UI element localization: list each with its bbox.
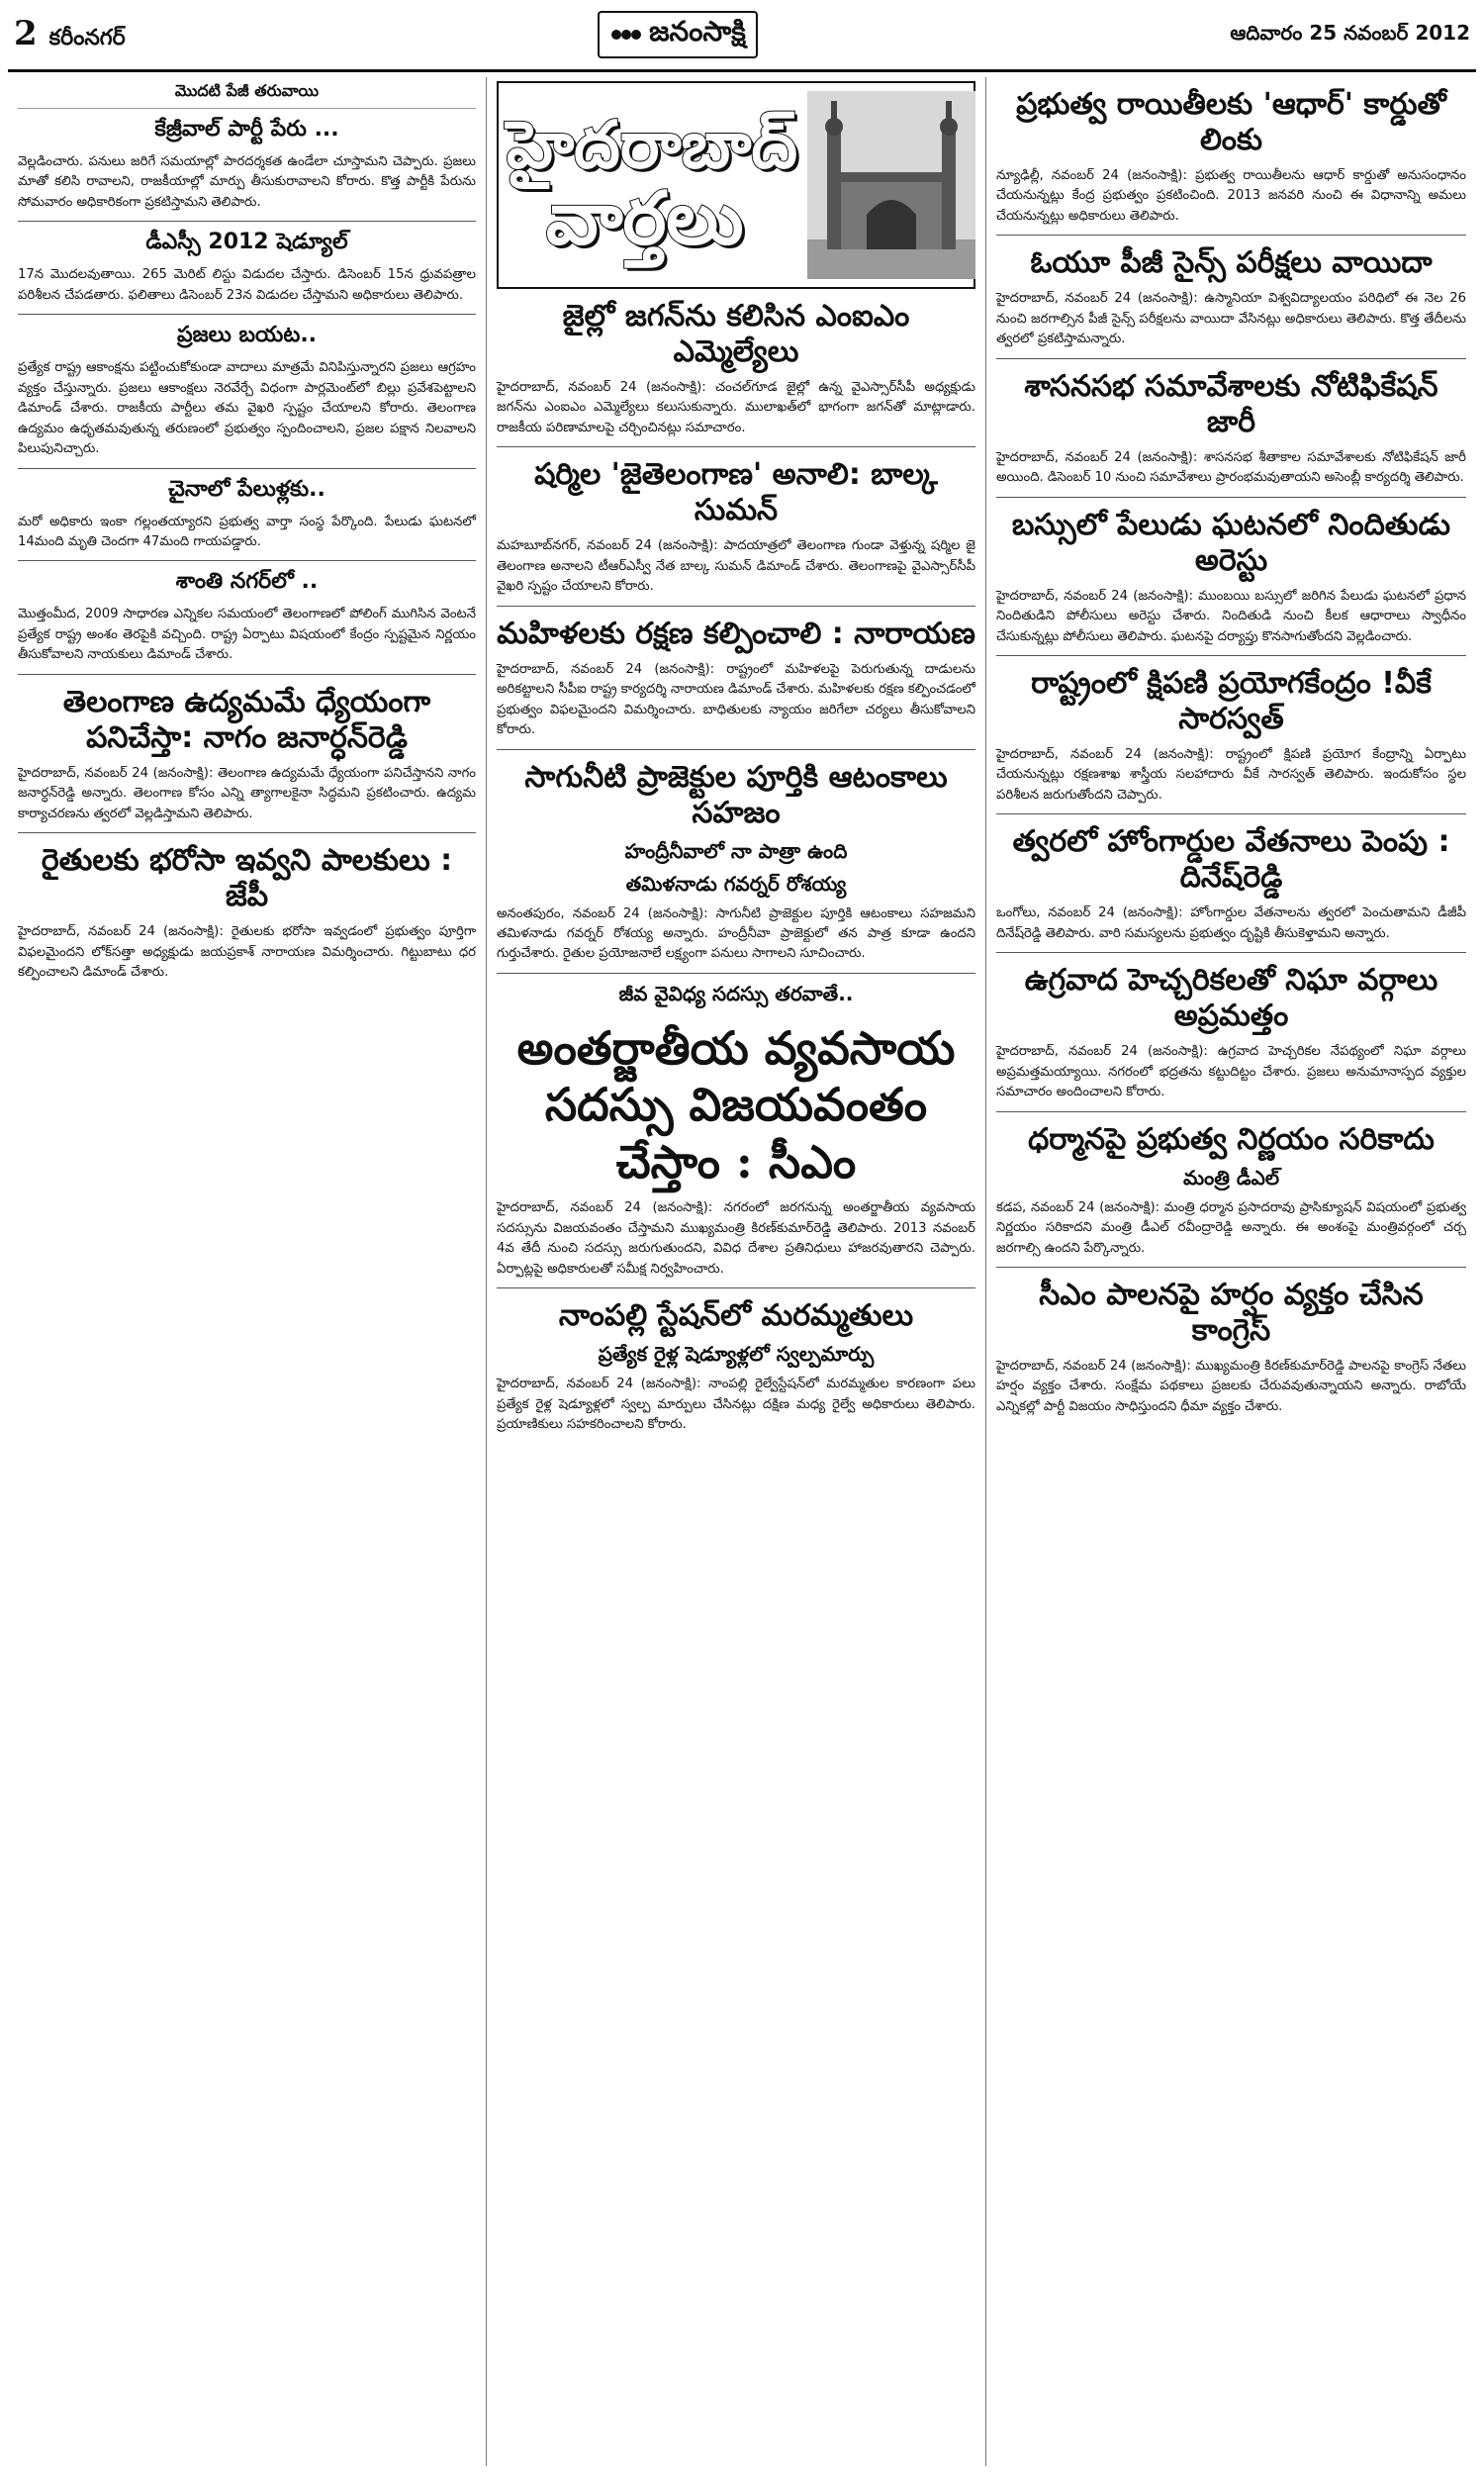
divider: [18, 674, 476, 675]
article-body: హైదరాబాద్, నవంబర్ 24 (జనంసాక్షి): నగరంలో జరగనున్న అంతర్జాతీయ వ్యవసాయ సదస్సును విజయవంతం చేస్తామని ముఖ్యమంత్రి కిరణ్‌కుమార్‌రెడ్డి తెలిపారు. 2013 నవంబర్ 4వ తేదీ నుంచి సదస్సు జరుగుతుందని, వివిధ దేశాల ప్రతినిధులు హాజరవుతారని చెప్పారు. ఏర్పాట్లపై అధికారులతో సమీక్ష నిర్వహించారు.: [497, 1200, 975, 1277]
article-headline: త్వరలో హోంగార్డుల వేతనాలు పెంపు : దినేష్‌రెడ్డి: [1012, 824, 1450, 896]
article-headline: రైతులకు భరోసా ఇవ్వని పాలకులు : జేపీ: [41, 843, 453, 914]
article-body: న్యూఢిల్లీ, నవంబర్ 24 (జనంసాక్షి): ప్రభుత్వ రాయితీలను ఆధార్ కార్డుతో అనుసంధానం చేయనున్నట్లు కేంద్ర ప్రభుత్వం ప్రకటించింది. 2013 జనవరి నుంచి ఈ విధానాన్ని అమలు చేయనున్నట్లు అధికారులు తెలిపారు.: [996, 168, 1466, 224]
columns: [8, 77, 1476, 2466]
article-headline: సీఎం పాలనపై హర్షం వ్యక్తం చేసిన కాంగ్రెస్: [1039, 1277, 1424, 1348]
article-headline: శాసనసభ సమావేశాలకు నోటిఫికేషన్ జారీ: [1024, 368, 1438, 439]
divider: [497, 606, 975, 607]
divider: [18, 468, 476, 469]
article-subheadline: తమిళనాడు గవర్నర్ రోశయ్య: [625, 871, 847, 896]
article-body: హైదరాబాద్, నవంబర్ 24 (జనంసాక్షి): చంచల్‌గూడ జైల్లో ఉన్న వైఎస్సార్‌సీపీ అధ్యక్షుడు జగన్‌ను ఎంఐఎం ఎమ్మెల్యేలు కలుసుకున్నారు. ములాఖత్‌లో భాగంగా జగన్‌తో మాట్లాడారు. రాజకీయ పరిణామాలపై చర్చించినట్లు సమాచారం.: [497, 380, 975, 435]
article-body: హైదరాబాద్, నవంబర్ 24 (జనంసాక్షి): ఉగ్రవాద హెచ్చరికల నేపథ్యంలో నిఘా వర్గాలు అప్రమత్తమయ్యాయి. నగరంలో భద్రతను కట్టుదిట్టం చేశారు. ప్రజలు అనుమానాస్పద వ్యక్తుల సమాచారం అందించాలని కోరారు.: [996, 1044, 1466, 1100]
article-body: ప్రత్యేక రాష్ట్ర ఆకాంక్షను పట్టించుకోకుండా వాదాలు మాత్రమే వినిపిస్తున్నారని ప్రజలు ఆగ్రహం వ్యక్తం చేస్తున్నారు. ప్రజలు ఆకాంక్షలు నెరవేర్చే విధంగా పార్లమెంట్‌లో బిల్లు ప్రవేశపెట్టాలని డిమాండ్ చేశారు. రాజకీయ పార్టీలు తమ వైఖరి స్పష్టం చేయాలని కోరారు. తెలంగాణ ఉద్యమం ఉధృతమవుతున్న తరుణంలో ప్రభుత్వం స్పందించాలని, ప్రజల పక్షాన నిలవాలని పిలుపునిచ్చారు.: [18, 360, 476, 457]
column-right: [986, 77, 1476, 2466]
divider: [996, 1267, 1466, 1268]
divider: [996, 952, 1466, 953]
article-subheadline: హంద్రీనీవాలో నా పాత్రా ఉంది: [624, 838, 848, 863]
article-body: హైదరాబాద్, నవంబర్ 24 (జనంసాక్షి): రాష్ట్రంలో క్షిపణి ప్రయోగ కేంద్రాన్ని ఏర్పాటు చేయనున్నట్లు రక్షణశాఖ శాస్త్రీయ సలహాదారు వీకే సారస్వత్ తెలిపారు. ఇందుకోసం స్థల పరిశీలన జరుగుతోందని చెప్పారు.: [996, 746, 1466, 803]
newspaper-logo-icon: [609, 24, 643, 46]
divider: [497, 973, 975, 974]
charminar-photo: [807, 91, 975, 279]
article-headline: బస్సులో పేలుడు ఘటనలో నిందితుడు అరెస్టు: [1011, 507, 1451, 578]
article-body: హైదరాబాద్, నవంబర్ 24 (జనంసాక్షి): ముఖ్యమంత్రి కిరణ్‌కుమార్‌రెడ్డి పాలనపై కాంగ్రెస్ నేతలు హర్షం వ్యక్తం చేశారు. సంక్షేమ పథకాలు ప్రజలకు చేరువవుతున్నాయని అన్నారు. రాబోయే ఎన్నికల్లో పార్టీ విజయం సాధిస్తుందని ధీమా వ్యక్తం చేశారు.: [996, 1358, 1466, 1414]
article-body: మహబూబ్‌నగర్, నవంబర్ 24 (జనంసాక్షి): పాదయాత్రలో తెలంగాణ గుండా వెళ్తున్న షర్మిల జై తెలంగాణ అనాలని టీఆర్ఎస్వీ నేత బాల్క సుమన్ డిమాండ్ చేశారు. తెలంగాణపై వైఎస్సార్‌సీపీ వైఖరి స్పష్టం చేయాలని కోరారు.: [497, 538, 975, 595]
article-body: హైదరాబాద్, నవంబర్ 24 (జనంసాక్షి): నాంపల్లి రైల్వేస్టేషన్‌లో మరమ్మతుల కారణంగా పలు ప్రత్యేక రైళ్ల షెడ్యూళ్లలో స్వల్ప మార్పులు చేసినట్లు దక్షిణ మధ్య రైల్వే అధికారులు తెలిపారు. ప్రయాణికులు సహకరించాలని కోరారు.: [497, 1377, 975, 1433]
divider: [497, 1287, 975, 1288]
divider: [996, 497, 1466, 498]
lead-headline: అంతర్జాతీయ వ్యవసాయ సదస్సు విజయవంతం చేస్తాం : సీఎం: [516, 1020, 956, 1189]
article-headline: తెలంగాణ ఉద్యమమే ధ్యేయంగా పనిచేస్తా: నాగం జనార్ధన్‌రెడ్డి: [62, 684, 431, 755]
divider: [18, 832, 476, 833]
article-body: 17న మొదలవుతాయి. 265 మెరిట్ లిస్టు విడుదల చేస్తారు. డిసెంబర్ 15న ధ్రువపత్రాల పరిశీలన చేపడతారు. ఫలితాలు డిసెంబర్ 23న విడుదల చేస్తామని అధికారులు తెలిపారు.: [18, 267, 476, 303]
continued-kicker: మొదటి పేజీ తరువాయి: [18, 81, 476, 109]
divider: [497, 749, 975, 750]
article-headline: ధర్మానపై ప్రభుత్వ నిర్ణయం సరికాదు: [1028, 1121, 1435, 1157]
article-kicker: జీవ వైవిధ్య సదస్సు తరవాతే..: [618, 981, 854, 1005]
article-body: వెల్లడించారు. పనులు జరిగే సమయాల్లో పారదర్శకత ఉండేలా చూస్తామని చెప్పారు. ప్రజలు మాతో కలిసి రావాలని, రాజకీయాల్లో మార్పు తీసుకురావాలని కోరారు. కొత్త పార్టీకి పేరును సోమవారం అధికారికంగా ప్రకటిస్తామని తెలిపారు.: [18, 154, 476, 210]
article-headline: ప్రభుత్వ రాయితీలకు 'ఆధార్' కార్డుతో లింకు: [1016, 87, 1446, 157]
paper-logo: [598, 11, 758, 58]
article-headline: నాంపల్లి స్టేషన్‌లో మరమ్మతులు: [558, 1298, 914, 1334]
article-body: హైదరాబాద్, నవంబర్ 24 (జనంసాక్షి): తెలంగాణ ఉద్యమమే ధ్యేయంగా పనిచేస్తానని నాగం జనార్ధన్‌రెడ్డి అన్నారు. తెలంగాణ కోసం ఎన్ని త్యాగాలకైనా సిద్ధమని ప్రకటించారు. ఉద్యమ కార్యాచరణను త్వరలో వెల్లడిస్తామని తెలిపారు.: [18, 765, 476, 821]
divider: [996, 813, 1466, 814]
banner-title: [507, 105, 797, 261]
article-headline: ఉగ్రవాద హెచ్చరికలతో నిఘా వర్గాలు అప్రమత్తం: [1024, 963, 1438, 1034]
column-center: [487, 77, 986, 2466]
divider: [996, 358, 1466, 359]
article-body: హైదరాబాద్, నవంబర్ 24 (జనంసాక్షి): ముంబయి బస్సులో జరిగిన పేలుడు ఘటనలో ప్రధాన నిందితుడిని పోలీసులు అరెస్టు చేశారు. నిందితుడి నుంచి కీలక ఆధారాలు స్వాధీనం చేసుకున్నట్లు పోలీసులు తెలిపారు. ఘటనపై దర్యాప్తు కొనసాగుతోందని వెల్లడించారు.: [996, 588, 1466, 644]
divider: [996, 655, 1466, 656]
article-headline: రాష్ట్రంలో క్షిపణి ప్రయోగకేంద్రం !వీకే సారస్వత్: [1031, 665, 1432, 736]
hyderabad-news-banner: [497, 81, 975, 289]
divider: [996, 1111, 1466, 1112]
article-body: హైదరాబాద్, నవంబర్ 24 (జనంసాక్షి): శాసనసభ శీతాకాల సమావేశాలకు నోటిఫికేషన్ జారీ అయింది. డిసెంబర్ 10 నుంచి సమావేశాలు ప్రారంభమవుతాయని అసెంబ్లీ కార్యదర్శి తెలిపారు.: [996, 449, 1466, 486]
issue-date: ఆదివారం 25 నవంబర్ 2012: [1230, 20, 1470, 45]
article-body: అనంతపురం, నవంబర్ 24 (జనంసాక్షి): సాగునీటి ప్రాజెక్టుల పూర్తికి ఆటంకాలు సహజమని తమిళనాడు గవర్నర్ రోశయ్య అన్నారు. హంద్రీనీవా ప్రాజెక్టులో తన పాత్ర కూడా ఉందని గుర్తుచేశారు. రైతుల ప్రయోజనాలే లక్ష్యంగా పనులు సాగాలని సూచించారు.: [497, 905, 975, 962]
paper-name: జనంసాక్షి: [649, 15, 746, 48]
article-headline: షర్మిల 'జైతెలంగాణ' అనాలి: బాల్క సుమన్: [534, 457, 938, 528]
article-title: డీఎస్సీ 2012 షెడ్యూల్: [145, 230, 348, 255]
article-body: హైదరాబాద్, నవంబర్ 24 (జనంసాక్షి): రాష్ట్రంలో మహిళలపై పెరుగుతున్న దాడులను అరికట్టాలని సీపీఐ రాష్ట్ర కార్యదర్శి నారాయణ డిమాండ్ చేశారు. మహిళలకు రక్షణ కల్పించడంలో ప్రభుత్వం విఫలమైందని విమర్శించారు. బాధితులకు న్యాయం జరిగేలా చర్యలు తీసుకోవాలని కోరారు.: [497, 661, 975, 738]
article-subheadline: మంత్రి డీఎల్: [1182, 1165, 1280, 1189]
article-title: శాంతి నగర్‌లో ..: [175, 569, 319, 595]
article-headline: మహిళలకు రక్షణ కల్పించాలి : నారాయణ: [497, 616, 975, 651]
column-left: [8, 77, 487, 2466]
article-body: హైదరాబాద్, నవంబర్ 24 (జనంసాక్షి): రైతులకు భరోసా ఇవ్వడంలో ప్రభుత్వం పూర్తిగా విఫలమైందని లోక్‌సత్తా అధ్యక్షుడు జయప్రకాశ్ నారాయణ విమర్శించారు. గిట్టుబాటు ధర కల్పించాలని డిమాండ్ చేశారు.: [18, 924, 476, 981]
logo-box: [598, 11, 758, 58]
section-name: కరీంనగర్: [48, 26, 126, 50]
article-headline: సాగునీటి ప్రాజెక్టుల పూర్తికి ఆటంకాలు సహజం: [524, 759, 948, 830]
article-headline: జైల్లో జగన్‌ను కలిసిన ఎంఐఎం ఎమ్మెల్యేలు: [562, 299, 910, 369]
article-body: మరో అధికారు ఇంకా గల్లంతయ్యారని ప్రభుత్వ వార్తా సంస్థ పేర్కొంది. పేలుడు ఘటనలో 14మంది మృతి చెందగా 47మంది గాయపడ్డారు.: [18, 514, 476, 549]
article-body: హైదరాబాద్, నవంబర్ 24 (జనంసాక్షి): ఉస్మానియా విశ్వవిద్యాలయం పరిధిలో ఈ నెల 26 నుంచి జరగాల్సిన పీజీ సైన్స్ పరీక్షలను వాయిదా వేసినట్లు అధికారులు తెలిపారు. కొత్త తేదీలను త్వరలో ప్రకటిస్తామన్నారు.: [996, 291, 1466, 347]
banner-line-1: హైదరాబాద్: [507, 105, 797, 183]
article-body: మొత్తంమీద, 2009 సాధారణ ఎన్నికల సమయంలో తెలంగాణలో పోలింగ్ ముగిసిన వెంటనే ప్రత్యేక రాష్ట్ర అంశం తెరపైకి వచ్చింది. రాష్ట్ర ఏర్పాటు విషయంలో కేంద్రం స్పష్టమైన నిర్ణయం తీసుకోవాలని నాయకులు డిమాండ్ చేశారు.: [18, 607, 476, 663]
article-headline: ఓయూ పీజీ సైన్స్ పరీక్షలు వాయిదా: [1030, 245, 1433, 281]
banner-line-2: వార్తలు: [546, 175, 744, 261]
divider: [18, 560, 476, 561]
divider: [18, 221, 476, 222]
article-subheadline: ప్రత్యేక రైళ్ల షెడ్యూళ్లలో స్వల్పమార్పు: [598, 1342, 875, 1367]
divider: [18, 314, 476, 315]
masthead-left: [14, 14, 126, 55]
divider: [497, 446, 975, 447]
masthead: [8, 0, 1476, 72]
article-body: ఒంగోలు, నవంబర్ 24 (జనంసాక్షి): హోంగార్డుల వేతనాలను త్వరలో పెంచుతామని డీజీపీ దినేష్‌రెడ్డి తెలిపారు. వారి సమస్యలను ప్రభుత్వం దృష్టికి తీసుకెళ్తామని అన్నారు.: [996, 905, 1466, 941]
article-title: ప్రజలు బయట..: [176, 323, 318, 348]
article-body: కడప, నవంబర్ 24 (జనంసాక్షి): మంత్రి ధర్మాన ప్రసాదరావు ప్రాసిక్యూషన్ విషయంలో ప్రభుత్వ నిర్ణయం సరికాదని మంత్రి డీఎల్ రవీంద్రారెడ్డి అన్నారు. ఈ అంశంపై మంత్రివర్గంలో చర్చ జరగాల్సి ఉందని పేర్కొన్నారు.: [996, 1199, 1466, 1256]
page-number: 2: [14, 14, 38, 53]
article-title: కేజ్రీవాల్ పార్టీ పేరు ...: [154, 117, 339, 142]
article-title: చైనాలో పేలుళ్లకు..: [168, 476, 325, 502]
divider: [996, 235, 1466, 236]
